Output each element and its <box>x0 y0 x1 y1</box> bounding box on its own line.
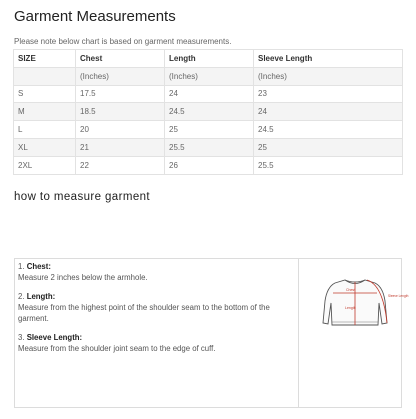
header-cell: SIZE <box>14 50 76 68</box>
table-cell: 24.5 <box>254 121 403 139</box>
table-row <box>14 156 403 174</box>
units-row <box>14 67 403 85</box>
header-cell: Sleeve Length <box>254 50 403 68</box>
diagram-label-chest: Chest <box>346 288 356 292</box>
table-cell: 18.5 <box>76 103 165 121</box>
table-cell: (Inches) <box>165 67 254 85</box>
header-cell: Length <box>165 50 254 68</box>
table-cell: 17.5 <box>76 85 165 103</box>
diagram-label-sleeve: Sleeve Length <box>388 294 409 298</box>
table-cell: 20 <box>76 121 165 139</box>
table-cell: XL <box>14 138 76 156</box>
table-cell: (Inches) <box>76 67 165 85</box>
instruction-text: Measure from the highest point of the shoulder seam to the bottom of the garment. <box>18 303 270 323</box>
table-cell: 24.5 <box>165 103 254 121</box>
table-row <box>14 121 403 139</box>
table-cell: 22 <box>76 156 165 174</box>
table-cell: M <box>14 103 76 121</box>
table-header-row <box>14 50 403 68</box>
table-cell: 24 <box>254 103 403 121</box>
instruction-number: 1. <box>18 262 25 271</box>
table-cell: 25 <box>165 121 254 139</box>
table-row <box>14 85 403 103</box>
section-title: how to measure garment <box>14 191 151 203</box>
table-cell <box>14 67 76 85</box>
header-cell: Chest <box>76 50 165 68</box>
instruction-number: 3. <box>18 333 25 342</box>
diagram-label-length: Length <box>345 306 356 310</box>
chart-note: Please note below chart is based on garment measurements. <box>14 37 232 46</box>
instruction-length <box>18 291 295 324</box>
sweatshirt-diagram <box>315 273 409 333</box>
table-row <box>14 103 403 121</box>
table-cell: 25.5 <box>165 138 254 156</box>
table-cell: 23 <box>254 85 403 103</box>
instruction-text: Measure 2 inches below the armhole. <box>18 273 148 282</box>
table-cell: 26 <box>165 156 254 174</box>
page-title: Garment Measurements <box>14 8 176 25</box>
instruction-label: Chest: <box>26 262 51 271</box>
instruction-sleeve <box>18 332 295 354</box>
table-cell: S <box>14 85 76 103</box>
table-cell: 24 <box>165 85 254 103</box>
instruction-label: Sleeve Length: <box>26 333 83 342</box>
table-cell: 25 <box>254 138 403 156</box>
instruction-label: Length: <box>26 292 56 301</box>
size-table <box>13 49 403 175</box>
table-cell: 21 <box>76 138 165 156</box>
instruction-text: Measure from the shoulder joint seam to the edge of cuff. <box>18 344 216 353</box>
instruction-number: 2. <box>18 292 25 301</box>
how-to-measure-panel <box>14 258 409 408</box>
instruction-chest <box>18 261 295 283</box>
table-cell: L <box>14 121 76 139</box>
table-cell: 25.5 <box>254 156 403 174</box>
table-cell: (Inches) <box>254 67 403 85</box>
table-cell: 2XL <box>14 156 76 174</box>
table-row <box>14 138 403 156</box>
instructions-list <box>15 259 299 407</box>
